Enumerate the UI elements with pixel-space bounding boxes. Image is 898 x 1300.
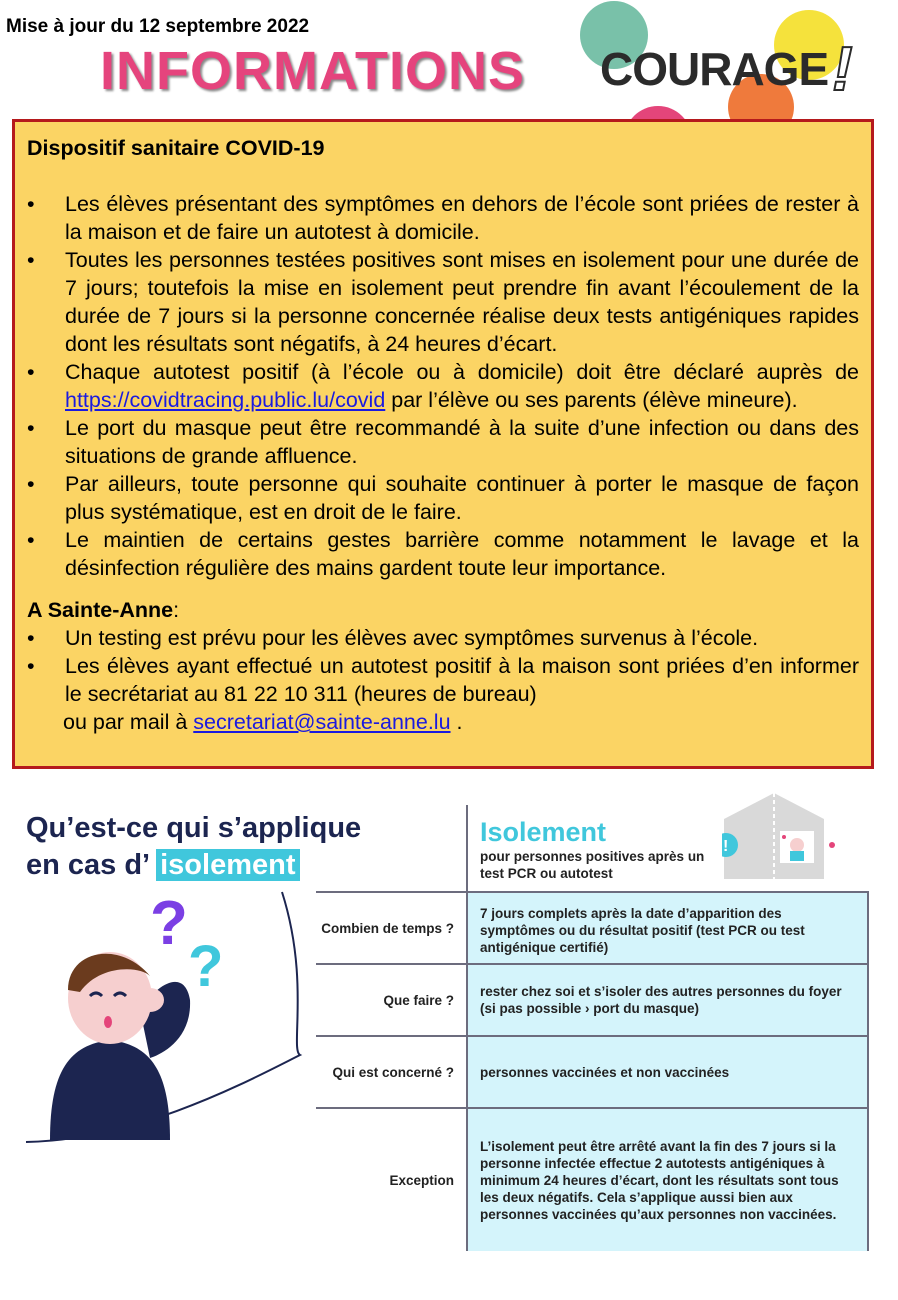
isolation-title: Isolement xyxy=(480,817,607,847)
row-value: rester chez soi et s’isoler des autres personnes du foyer (si pas possible › port du masque) xyxy=(466,965,869,1035)
isolation-table-header xyxy=(466,805,869,891)
page-title: INFORMATIONS xyxy=(100,41,525,101)
person-hand xyxy=(136,988,164,1012)
mail-suffix: . xyxy=(450,710,463,734)
mail-line xyxy=(27,708,859,736)
box-title: Dispositif sanitaire COVID-19 xyxy=(27,136,325,160)
section-title-text: A Sainte-Anne xyxy=(27,598,174,622)
update-date: Mise à jour du 12 septembre 2022 xyxy=(6,16,310,37)
table-row xyxy=(316,1107,869,1251)
isolation-heading xyxy=(26,810,361,884)
person-mouth xyxy=(104,1016,112,1028)
row-value: L’isolement peut être arrêté avant la fin des 7 jours si la personne infectée effectue 2 autotests antigéniques à minimum 24 heures d’écart, dont les résultats sont tous les deux négatifs. Cela s’applique aussi bien aux personnes vaccinées qu’aux personnes non vaccinées. xyxy=(466,1109,869,1251)
list-item xyxy=(27,358,859,414)
logo-exclamation: ! xyxy=(832,35,853,104)
question-mark-cyan-icon: ? xyxy=(188,934,224,999)
svg-text:!: ! xyxy=(723,838,729,855)
house-isolation-icon xyxy=(722,789,840,881)
row-label: Exception xyxy=(389,1172,454,1188)
table-row xyxy=(316,891,869,963)
sainte-anne-bullet-list xyxy=(27,624,859,708)
row-value: 7 jours complets après la date d’apparition des symptômes ou du résultat positif (test PCR ou test antigénique certifié) xyxy=(466,893,869,963)
covid-bullet-list xyxy=(27,190,859,582)
isolation-highlight: isolement xyxy=(156,849,299,881)
row-value: personnes vaccinées et non vaccinées xyxy=(466,1037,869,1107)
confused-person-illustration xyxy=(10,880,310,1160)
list-item: • Les élèves présentant des symptômes en dehors de l’école sont priées de rester à la maison et de faire un autotest à domicile. xyxy=(27,190,859,246)
covid-info-box xyxy=(12,119,874,769)
isolation-heading-line2 xyxy=(26,847,361,884)
secretariat-email-link[interactable]: secretariat@sainte-anne.lu xyxy=(193,710,451,734)
logo-text: COURAGE xyxy=(600,43,829,95)
bullet-text: Chaque autotest positif (à l’école ou à domicile) doit être déclaré auprès de xyxy=(65,360,859,384)
isolation-table xyxy=(316,805,869,1251)
mail-prefix: ou par mail à xyxy=(63,710,194,734)
isolation-heading-prefix: en cas d’ xyxy=(26,849,151,881)
list-item: • Par ailleurs, toute personne qui souhaite continuer à porter le masque de façon plus systématique, est en droit de le faire. xyxy=(27,470,859,526)
row-label: Qui est concerné ? xyxy=(332,1064,454,1080)
section-title-colon: : xyxy=(173,598,180,622)
table-row xyxy=(316,963,869,1035)
bullet-text: par l’élève ou ses parents (élève mineure). xyxy=(385,388,798,412)
question-mark-purple-icon: ? xyxy=(150,889,188,958)
list-item: • Toutes les personnes testées positives sont mises en isolement pour une durée de 7 jours; toutefois la mise en isolement peut prendre fin avant l’écoulement de la durée de 7 jours si la personne concernée réalise deux tests antigéniques rapides dont les résultats sont négatifs, à 24 heures d’écart. xyxy=(27,246,859,358)
covidtracing-link[interactable]: https://covidtracing.public.lu/covid xyxy=(65,388,386,412)
list-item: • Le port du masque peut être recommandé à la suite d’une infection ou dans des situations de grande affluence. xyxy=(27,414,859,470)
isolation-subtitle: pour personnes positives après un test PCR ou autotest xyxy=(480,849,705,881)
row-label: Combien de temps ? xyxy=(321,920,454,936)
table-row xyxy=(316,1035,869,1107)
list-item: • Le maintien de certains gestes barrière comme notamment le lavage et la désinfection régulière des mains gardent toute leur importance. xyxy=(27,526,859,582)
row-label: Que faire ? xyxy=(383,992,454,1008)
section-title xyxy=(27,596,859,624)
list-item: • Les élèves ayant effectué un autotest positif à la maison sont priées d’en informer le secrétariat au 81 22 10 311 (heures de bureau) xyxy=(27,652,859,708)
isolation-heading-line1: Qu’est-ce qui s’applique xyxy=(26,812,362,844)
list-item: • Un testing est prévu pour les élèves avec symptômes survenus à l’école. xyxy=(27,624,859,652)
